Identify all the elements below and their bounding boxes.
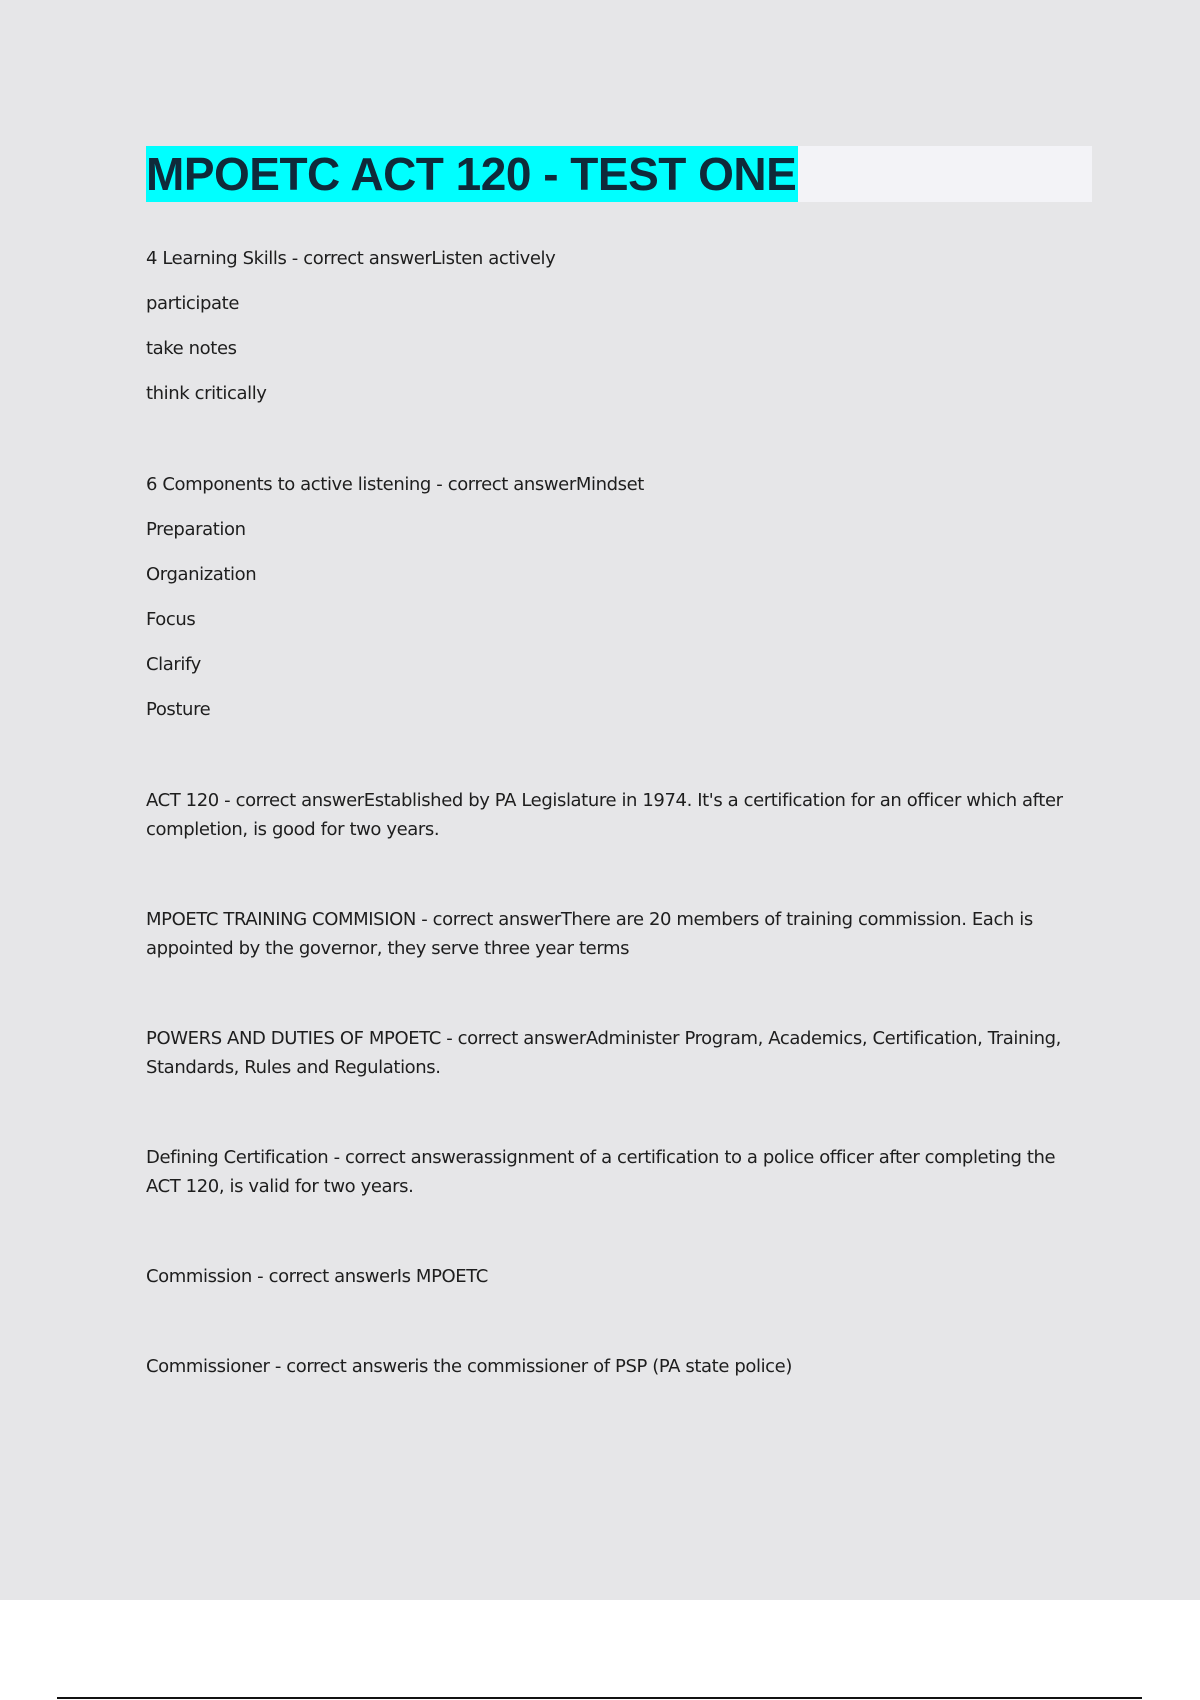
list-line: think critically (146, 383, 267, 404)
list-line: Organization (146, 564, 257, 585)
list-line: 4 Learning Skills - correct answerListen actively (146, 248, 556, 269)
paragraph-powers-duties: POWERS AND DUTIES OF MPOETC - correct answerAdminister Program, Academics, Certification, Training, Standards, Rules and Regulations. (146, 1028, 1061, 1078)
paragraph-commission: Commission - correct answerIs MPOETC (146, 1266, 488, 1287)
list-line: participate (146, 293, 240, 314)
list-line: Focus (146, 609, 196, 630)
list-line: Posture (146, 699, 211, 720)
list-line: Preparation (146, 519, 246, 540)
paragraph-act-120: ACT 120 - correct answerEstablished by PA Legislature in 1974. It's a certification for an officer which after completion, is good for two years. (146, 790, 1063, 840)
list-line: take notes (146, 338, 237, 359)
paragraph-training-commission: MPOETC TRAINING COMMISION - correct answerThere are 20 members of training commission. Each is appointed by the governor, they serve three year terms (146, 909, 1033, 959)
paragraph-commissioner: Commissioner - correct answeris the commissioner of PSP (PA state police) (146, 1356, 792, 1377)
document-body (146, 244, 1086, 1381)
learning-skills-list (146, 244, 1086, 424)
footer-rule (57, 1697, 1142, 1699)
active-listening-list (146, 470, 1086, 740)
paragraph-defining-certification: Defining Certification - correct answerassignment of a certification to a police officer after completing the ACT 120, is valid for two years. (146, 1147, 1056, 1197)
document-title: MPOETC ACT 120 - TEST ONE (146, 148, 797, 200)
list-line: Clarify (146, 654, 201, 675)
list-line: 6 Components to active listening - correct answerMindset (146, 474, 644, 495)
